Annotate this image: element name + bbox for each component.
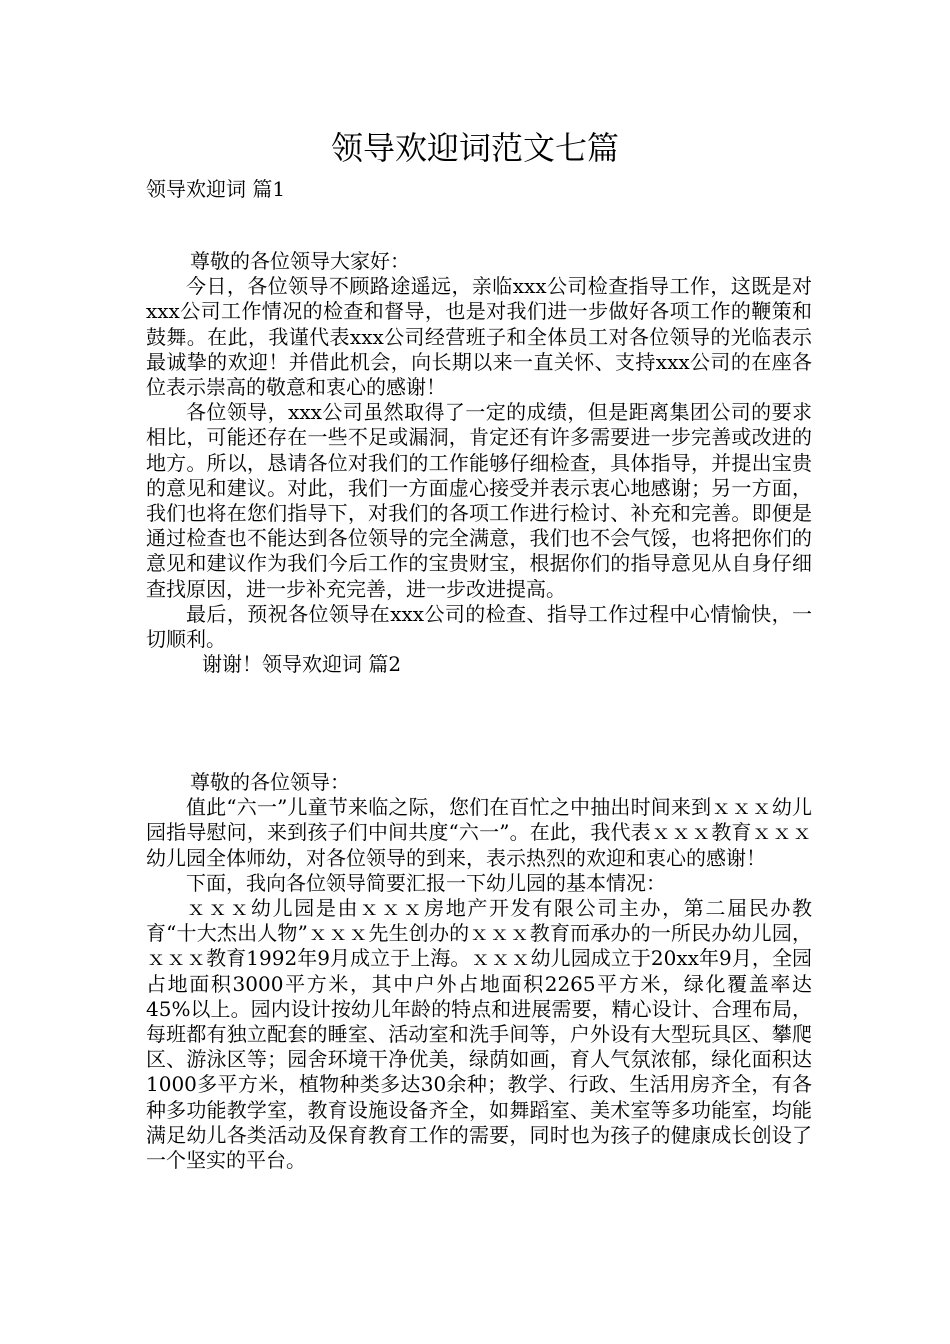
section2-greeting: 尊敬的各位领导：: [190, 770, 350, 794]
section1-paragraph: 各位领导，xxx公司虽然取得了一定的成绩，但是距离集团公司的要求相比，可能还存在一些不足或漏洞，肯定还有许多需要进一步完善或改进的地方。所以，恳请各位对我们的工作能够仔细检查，具体指导，并提出宝贵的意见和建议。对此，我们一方面虚心接受并表示衷心地感谢；另一方面，我们也将在您们指导下，对我们的各项工作进行检讨、补充和完善。即便是通过检查也不能达到各位领导的完全满意，我们也不会气馁，也将把你们的意见和建议作为我们今后工作的宝贵财宝，根据你们的指导意见从自身仔细查找原因，进一步补充完善，进一步改进提高。: [146, 400, 812, 601]
section2-paragraph: 值此“六一”儿童节来临之际，您们在百忙之中抽出时间来到ｘｘｘ幼儿园指导慰问，来到孩子们中间共度“六一”。在此，我代表ｘｘｘ教育ｘｘｘ幼儿园全体师幼，对各位领导的到来，表示热烈的欢迎和衷心的感谢！: [146, 795, 812, 870]
section2-body: [146, 770, 812, 1173]
section1-body: [146, 249, 812, 677]
document-title: 领导欢迎词范文七篇: [330, 129, 619, 167]
section2-paragraph: 下面，我向各位领导简要汇报一下幼儿园的基本情况：: [186, 870, 666, 895]
section1-closing: 谢谢！领导欢迎词 篇2: [202, 652, 402, 677]
section1-greeting: 尊敬的各位领导大家好：: [190, 249, 410, 273]
section2-paragraph: ｘｘｘ幼儿园是由ｘｘｘ房地产开发有限公司主办，第二届民办教育“十大杰出人物”ｘｘｘ先生创办的ｘｘｘ教育而承办的一所民办幼儿园，ｘｘｘ教育1992年9月成立于上海。ｘｘｘ幼儿园成立于20xx年9月，全园占地面积3000平方米，其中户外占地面积2265平方米，绿化覆盖率达45%以上。园内设计按幼儿年龄的特点和进展需要，精心设计、合理布局，每班都有独立配套的睡室、活动室和洗手间等，户外设有大型玩具区、攀爬区、游泳区等；园舍环境干净优美，绿荫如画，育人气氛浓郁，绿化面积达1000多平方米，植物种类多达30余种；教学、行政、生活用房齐全，有各种多功能教学室，教育设施设备齐全，如舞蹈室、美术室等多功能室，均能满足幼儿各类活动及保育教育工作的需要，同时也为孩子的健康成长创设了一个坚实的平台。: [146, 896, 812, 1173]
section1-paragraph: 今日，各位领导不顾路途遥远，亲临xxx公司检查指导工作，这既是对xxx公司工作情况的检查和督导，也是对我们进一步做好各项工作的鞭策和鼓舞。在此，我谨代表xxx公司经营班子和全体员工对各位领导的光临表示最诚挚的欢迎！并借此机会，向长期以来一直关怀、支持xxx公司的在座各位表示崇高的敬意和衷心的感谢！: [146, 274, 812, 400]
section1-paragraph: 最后，预祝各位领导在xxx公司的检查、指导工作过程中心情愉快，一切顺利。: [146, 601, 812, 652]
section1-heading: 领导欢迎词 篇1: [146, 177, 286, 201]
